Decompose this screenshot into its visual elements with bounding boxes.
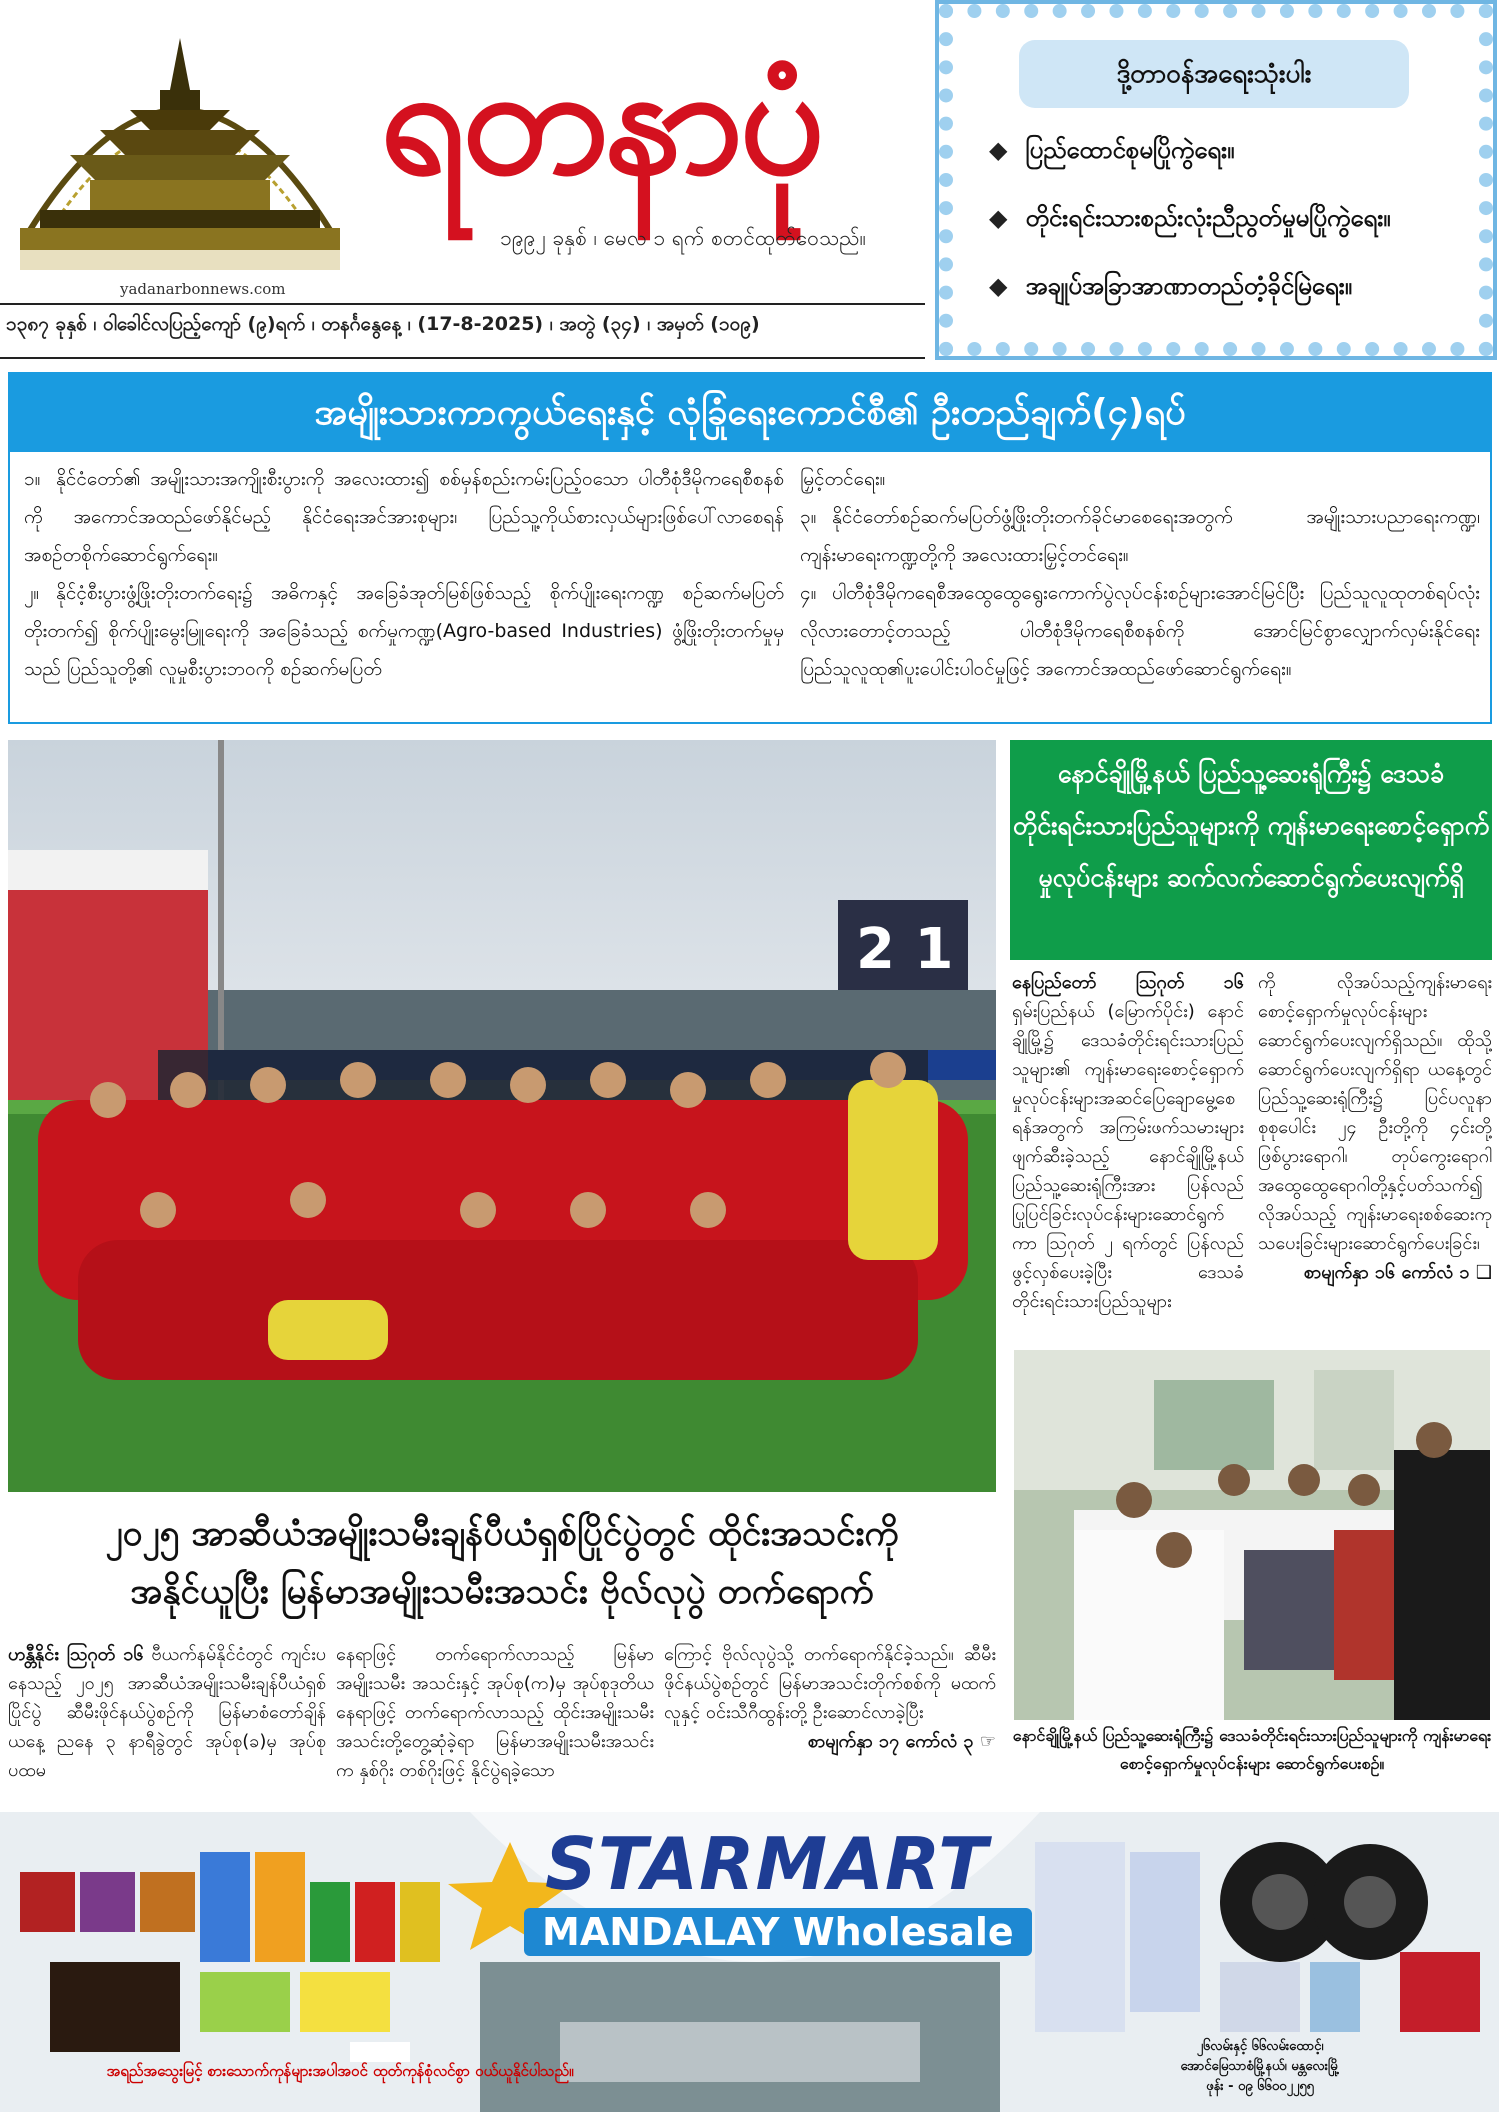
palace-emblem-logo (20, 30, 340, 275)
article-text: ကို လိုအပ်သည့်ကျန်းမာရေးစောင့်ရှောက်မှုလုပ်ငန်းများ ဆောင်ရွက်ပေးလျက်ရှိသည်။ ထိုသို့ ဆောင်ရွက်ပေးလျက်ရှိရာ ယနေ့တွင် ပြည်သူ့ဆေးရုံကြီး၌ ပြင်ပလူနာစုစုပေါင်း ၂၄ ဦးတို့ကို ၄င်းတို့ဖြစ်ပွားရောဂါ၊ တုပ်ကွေးရောဂါ အထွေထွေရောဂါတို့နှင့်ပတ်သက်၍ လိုအပ်သည့် ကျန်းမာရေးစစ်ဆေးကုသပေးခြင်းများဆောင်ရွက်ပေးခြင်း၊ (1258, 972, 1492, 1254)
objective-item (24, 460, 784, 574)
hospital-photo (1014, 1350, 1490, 1720)
headline-line: အနိုင်ယူပြီး မြန်မာအမျိုးသမီးအသင်း ဗိုလ်လုပွဲ တက်ရောက် (130, 1572, 874, 1612)
sports-column-1 (8, 1640, 326, 1785)
objective-item (800, 498, 1480, 574)
health-column-1 (1012, 968, 1244, 1316)
site-url: yadanarbonnews.com (120, 280, 286, 298)
objective-number: ၄။ (800, 582, 817, 604)
health-headline: နောင်ချိုမြို့နယ် ပြည်သူ့ဆေးရုံကြီး၌ ဒေသခံတိုင်းရင်းသားပြည်သူများကို ကျန်းမာရေးစောင့်ရှောက်မှုလုပ်ငန်းများ ဆက်လက်ဆောင်ရွက်ပေးလျက်ရှိ (1010, 740, 1492, 960)
scoreboard: 2 1 (856, 917, 954, 982)
article-text: ဗီယက်နမ်နိုင်ငံတွင် ကျင်းပနေသည့် ၂၀၂၅ အာဆီယံအမျိုးသမီးချန်ပီယံရှစ်ပြိုင်ပွဲ ဆီမီးဖိုင်နယ်ပွဲစဉ်ကို မြန်မာစံတော်ချိန် ယနေ့ ညနေ ၃ နာရီခွဲတွင် အုပ်စု(ခ)မှ အုပ်စုပထမ (8, 1644, 326, 1781)
objective-item (24, 574, 784, 688)
byline: ဟန္တီနိုင်း ဩဂုတ် ၁၆ (8, 1644, 144, 1665)
photo-caption: နောင်ချိုမြို့နယ် ပြည်သူ့ဆေးရုံကြီး၌ ဒေသခံတိုင်းရင်းသားပြည်သူများကို ကျန်းမာရေးစောင့်ရှောက်မှုလုပ်ငန်းများ ဆောင်ရွက်ပေးစဉ်။ (1012, 1726, 1492, 1773)
article-text: ရှမ်းပြည်နယ် (မြောက်ပိုင်း) နောင်ချိုမြို့၌ ဒေသခံတိုင်းရင်းသားပြည်သူများ၏ ကျန်းမာရေးစောင့်ရှောက်မှုလုပ်ငန်းများအဆင်ပြေချောမွေ့စေရန်အတွက် အကြမ်းဖက်သမားများ ဖျက်ဆီးခဲ့သည့် နောင်ချိုမြို့နယ် ပြည်သူ့ဆေးရုံကြီးအား ပြန်လည်ပြုပြင်ခြင်းလုပ်ငန်းများဆောင်ရွက်ကာ ဩဂုတ် ၂ ရက်တွင် ပြန်လည်ဖွင့်လှစ်ပေးခဲ့ပြီး ဒေသခံတိုင်းရင်းသားပြည်သူများ (1012, 1001, 1244, 1312)
objective-number: ၃။ (800, 506, 817, 528)
objective-text: နိုင်ငံတော်၏ အမျိုးသားအကျိုးစီးပွားကို အလေးထား၍ စစ်မှန်စည်းကမ်းပြည့်ဝသော ပါတီစုံဒီမိုကရေစီစနစ်ကို အကောင်အထည်ဖော်နိုင်မည့် နိုင်ငံရေးအင်အားစုများ၊ ပြည်သူ့ကိုယ်စားလှယ်များဖြစ်ပေါ်လာစေရန် အစဉ်တစိုက်ဆောင်ရွက်ရေး။ (24, 468, 784, 566)
headline-line: ၂၀၂၅ အာဆီယံအမျိုးသမီးချန်ပီယံရှစ်ပြိုင်ပွဲတွင် ထိုင်းအသင်းကို (105, 1514, 899, 1554)
objective-item (800, 460, 1480, 498)
ad-brand: STARMART (545, 1822, 989, 1906)
objective-text: နိုင်ငံ့စီးပွားဖွံ့ဖြိုးတိုးတက်ရေး၌ အဓိကနှင့် အခြေခံအုတ်မြစ်ဖြစ်သည့် စိုက်ပျိုးရေးကဏ္ဍ စဉ်ဆက်မပြတ်တိုးတက်၍ စိုက်ပျိုးမွေးမြူရေးကို အခြေခံသည့် စက်မှုကဏ္ဍ(Agro-based Industries) ဖွံ့ဖြိုးတိုးတက်မှုမှသည် ပြည်သူတို့၏ လူမှုစီးပွားဘဝကို စဉ်ဆက်မပြတ် (24, 582, 784, 680)
starmart-advertisement[interactable] (0, 1812, 1499, 2112)
objectives-title: အမျိုးသားကာကွယ်ရေးနှင့် လုံခြုံရေးကောင်စီ၏ ဦးတည်ချက်(၄)ရပ် (10, 374, 1490, 452)
objectives-right-column (800, 460, 1480, 688)
diamond-bullet-icon: ◆ (989, 204, 1008, 232)
founded-line: ၁၉၉၂ ခုနှစ် ၊ မေလ ၁ ရက် စတင်ထုတ်ဝေသည်။ (500, 226, 866, 250)
objectives-box (8, 372, 1492, 724)
continued-link[interactable]: စာမျက်နှာ ၁၇ ကော်လံ ၃ ☞ (807, 1731, 996, 1752)
byline: နေပြည်တော် ဩဂုတ် ၁၆ (1012, 972, 1244, 993)
health-column-2 (1258, 968, 1492, 1287)
continued-link[interactable]: စာမျက်နှာ ၁၆ ကော်လံ ၁ ❑ (1303, 1262, 1492, 1283)
sports-column-2 (336, 1640, 654, 1785)
objective-item (800, 574, 1480, 688)
slogan-text: အချုပ်အခြာအာဏာတည်တံ့ခိုင်မြဲရေး။ (1025, 272, 1352, 300)
objective-text: မြှင့်တင်ရေး။ (800, 468, 886, 490)
objective-text: ပါတီစုံဒီမိုကရေစီအထွေထွေရွေးကောက်ပွဲလုပ်ငန်းစဉ်များအောင်မြင်ပြီး ပြည်သူလူထုတစ်ရပ်လုံး လိုလားတောင့်တသည့် ပါတီစုံဒီမိုကရေစီစနစ်ကို အောင်မြင်စွာလျှောက်လှမ်းနိုင်ရေး ပြည်သူလူထု၏ပူးပေါင်းပါဝင်မှုဖြင့် အကောင်အထည်ဖော်ဆောင်ရွက်ရေး။ (800, 582, 1480, 680)
slogan-item (989, 134, 1234, 170)
objective-number: ၁။ (24, 468, 41, 490)
article-text: ကြောင့် ဗိုလ်လုပွဲသို့ တက်ရောက်နိုင်ခဲ့သည်။ ဆီမီးဖိုင်နယ်ပွဲစဉ်တွင် မြန်မာအသင်းတိုက်စစ်ကို မထက်လူနှင့် ဝင်းသီဂီထွန်းတို့ ဦးဆောင်လာခဲ့ပြီး (664, 1644, 996, 1723)
sports-headline (8, 1505, 996, 1621)
address-line: အောင်မြေသာစံမြို့နယ်၊ မန္တလေးမြို့ (1180, 2059, 1340, 2074)
address-line: ၂၆လမ်းနှင့် ၆၆လမ်းထောင့်၊ (1196, 2039, 1324, 2054)
objective-text: နိုင်ငံတော်စဉ်ဆက်မပြတ်ဖွံ့ဖြိုးတိုးတက်ခိုင်မာစေရေးအတွက် အမျိုးသားပညာရေးကဏ္ဍ၊ ကျန်းမာရေးကဏ္ဍတို့ကို အလေးထားမြှင့်တင်ရေး။ (800, 506, 1480, 566)
sports-column-3 (664, 1640, 996, 1756)
objectives-left-column (24, 460, 784, 688)
diamond-bullet-icon: ◆ (989, 136, 1008, 164)
phone-line: ဖုန်း - ၀၉ ၆၆၀၀၂၂၅၅ (1206, 2079, 1314, 2094)
slogan-text: ပြည်ထောင်စုမပြိုကွဲရေး။ (1025, 136, 1235, 164)
article-text: နေရာဖြင့် တက်ရောက်လာသည့် မြန်မာအမျိုးသမီး အသင်းနှင့် အုပ်စု(က)မှ အုပ်စုဒုတိယ နေရာဖြင့် တက်ရောက်လာသည့် ထိုင်းအမျိုးသမီးအသင်းတို့တွေ့ဆုံခဲ့ရာ မြန်မာအမျိုးသမီးအသင်းက နှစ်ဂိုး တစ်ဂိုးဖြင့် နိုင်ပွဲရခဲ့သော (336, 1644, 654, 1781)
ad-address (1040, 2037, 1480, 2097)
ad-subtitle: MANDALAY Wholesale (524, 1908, 1032, 1956)
ad-tagline: အရည်အသွေးမြင့် စားသောက်ကုန်များအပါအဝင် ထုတ်ကုန်စုံလင်စွာ ဝယ်ယူနိုင်ပါသည်။ (106, 2062, 574, 2080)
slogan-item (989, 270, 1352, 306)
slogan-title: ဒို့တာဝန်အရေးသုံးပါး (1019, 40, 1409, 108)
diamond-bullet-icon: ◆ (989, 272, 1008, 300)
team-celebration-photo (8, 740, 996, 1492)
objective-number: ၂။ (24, 582, 40, 604)
newspaper-title: ရတနာပုံ (380, 32, 822, 208)
slogan-box (935, 0, 1497, 360)
dateline: ၁၃၈၇ ခုနှစ် ၊ ဝါခေါင်လပြည့်ကျော် (၉)ရက် ၊ တနင်္ဂနွေနေ့ ၊ (17-8-2025) ၊ အတွဲ (၃၄) ၊ အမှတ် (၁၀၉) (6, 313, 760, 335)
slogan-text: တိုင်းရင်းသားစည်းလုံးညီညွတ်မှုမပြိုကွဲရေး။ (1025, 204, 1391, 232)
slogan-item (989, 202, 1391, 238)
